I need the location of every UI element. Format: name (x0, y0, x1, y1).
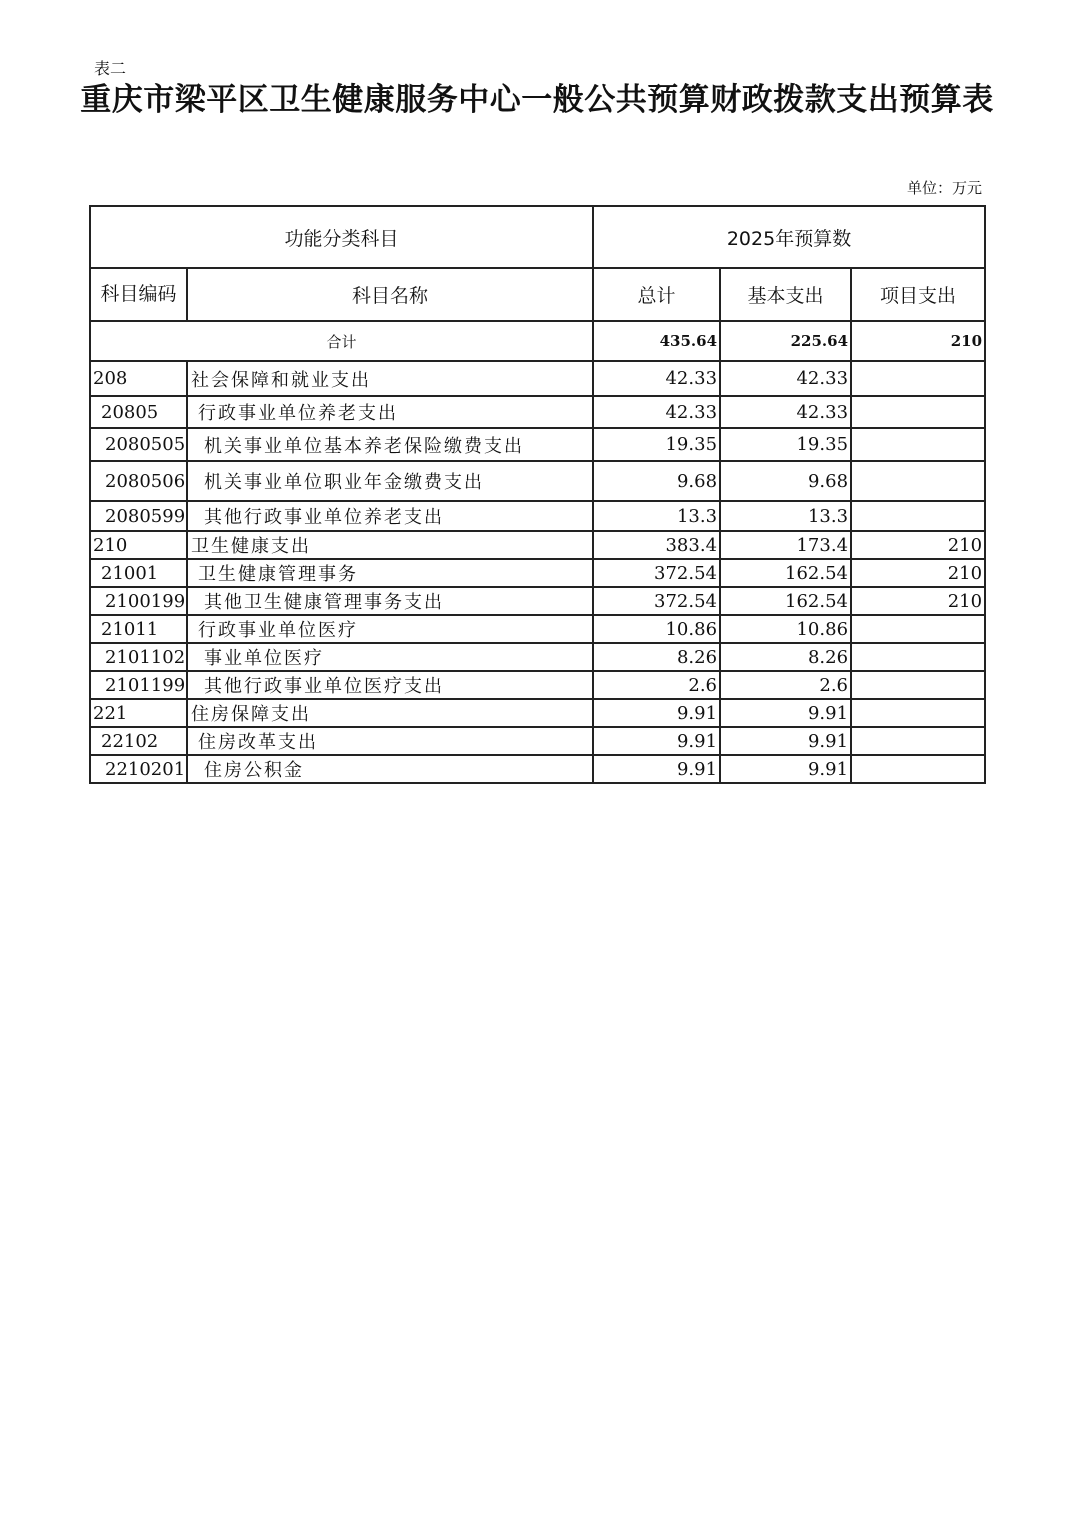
row-code: 2101199 (90, 671, 187, 699)
totals-label: 合计 (90, 321, 593, 361)
table-row (90, 615, 985, 643)
project-header: 项目支出 (851, 268, 985, 321)
row-name: 行政事业单位养老支出 (187, 396, 593, 428)
row-project: 210 (851, 531, 985, 559)
row-total: 13.3 (593, 501, 720, 531)
row-code: 21011 (90, 615, 187, 643)
row-name: 其他行政事业单位医疗支出 (187, 671, 593, 699)
row-basic: 13.3 (720, 501, 851, 531)
row-code: 22102 (90, 727, 187, 755)
row-project (851, 461, 985, 501)
row-code: 221 (90, 699, 187, 727)
row-name: 住房公积金 (187, 755, 593, 783)
row-total: 9.91 (593, 755, 720, 783)
header-row-1 (90, 206, 985, 268)
row-code: 210 (90, 531, 187, 559)
row-code: 20805 (90, 396, 187, 428)
row-code: 2101102 (90, 643, 187, 671)
name-header: 科目名称 (187, 268, 593, 321)
row-name: 机关事业单位基本养老保险缴费支出 (187, 428, 593, 461)
row-code: 208 (90, 361, 187, 396)
row-total: 2.6 (593, 671, 720, 699)
row-project (851, 615, 985, 643)
row-basic: 9.68 (720, 461, 851, 501)
totals-row (90, 321, 985, 361)
row-code: 2210201 (90, 755, 187, 783)
budget-table (89, 205, 986, 784)
row-total: 9.91 (593, 727, 720, 755)
table-row (90, 501, 985, 531)
row-project (851, 396, 985, 428)
row-name: 其他卫生健康管理事务支出 (187, 587, 593, 615)
totals-project: 210 (851, 321, 985, 361)
row-basic: 42.33 (720, 396, 851, 428)
row-code: 2100199 (90, 587, 187, 615)
row-name: 社会保障和就业支出 (187, 361, 593, 396)
row-basic: 2.6 (720, 671, 851, 699)
table-row (90, 531, 985, 559)
row-name: 住房改革支出 (187, 727, 593, 755)
row-total: 9.91 (593, 699, 720, 727)
row-total: 8.26 (593, 643, 720, 671)
totals-total: 435.64 (593, 321, 720, 361)
row-name: 其他行政事业单位养老支出 (187, 501, 593, 531)
row-project: 210 (851, 559, 985, 587)
row-project (851, 361, 985, 396)
row-total: 42.33 (593, 361, 720, 396)
totals-basic: 225.64 (720, 321, 851, 361)
table-row (90, 671, 985, 699)
row-project (851, 727, 985, 755)
row-basic: 9.91 (720, 699, 851, 727)
row-name: 机关事业单位职业年金缴费支出 (187, 461, 593, 501)
row-code: 2080599 (90, 501, 187, 531)
row-project (851, 699, 985, 727)
row-total: 42.33 (593, 396, 720, 428)
row-name: 卫生健康支出 (187, 531, 593, 559)
basic-header: 基本支出 (720, 268, 851, 321)
row-total: 372.54 (593, 559, 720, 587)
budget-year-header: 2025年预算数 (593, 206, 985, 268)
row-project: 210 (851, 587, 985, 615)
table-row (90, 461, 985, 501)
row-project (851, 428, 985, 461)
unit-label: 单位：万元 (906, 179, 982, 197)
func-category-header: 功能分类科目 (90, 206, 593, 268)
row-project (851, 671, 985, 699)
table-row (90, 727, 985, 755)
row-basic: 19.35 (720, 428, 851, 461)
row-project (851, 501, 985, 531)
code-header: 科目编码 (90, 268, 187, 321)
row-code: 2080506 (90, 461, 187, 501)
page-title: 重庆市梁平区卫生健康服务中心一般公共预算财政拨款支出预算表 (80, 82, 994, 118)
row-basic: 162.54 (720, 587, 851, 615)
table-row (90, 643, 985, 671)
row-name: 住房保障支出 (187, 699, 593, 727)
row-basic: 8.26 (720, 643, 851, 671)
table-row (90, 361, 985, 396)
header-row-2 (90, 268, 985, 321)
row-project (851, 755, 985, 783)
row-name: 事业单位医疗 (187, 643, 593, 671)
row-basic: 9.91 (720, 727, 851, 755)
row-name: 行政事业单位医疗 (187, 615, 593, 643)
row-basic: 9.91 (720, 755, 851, 783)
total-header: 总计 (593, 268, 720, 321)
row-name: 卫生健康管理事务 (187, 559, 593, 587)
row-basic: 42.33 (720, 361, 851, 396)
table-row (90, 396, 985, 428)
row-basic: 162.54 (720, 559, 851, 587)
row-code: 2080505 (90, 428, 187, 461)
table-row (90, 428, 985, 461)
row-code: 21001 (90, 559, 187, 587)
table-label: 表二 (94, 59, 127, 78)
row-total: 372.54 (593, 587, 720, 615)
row-basic: 173.4 (720, 531, 851, 559)
row-total: 10.86 (593, 615, 720, 643)
table-row (90, 755, 985, 783)
table-row (90, 587, 985, 615)
row-basic: 10.86 (720, 615, 851, 643)
row-total: 19.35 (593, 428, 720, 461)
row-total: 9.68 (593, 461, 720, 501)
table-row (90, 559, 985, 587)
row-total: 383.4 (593, 531, 720, 559)
table-row (90, 699, 985, 727)
row-project (851, 643, 985, 671)
